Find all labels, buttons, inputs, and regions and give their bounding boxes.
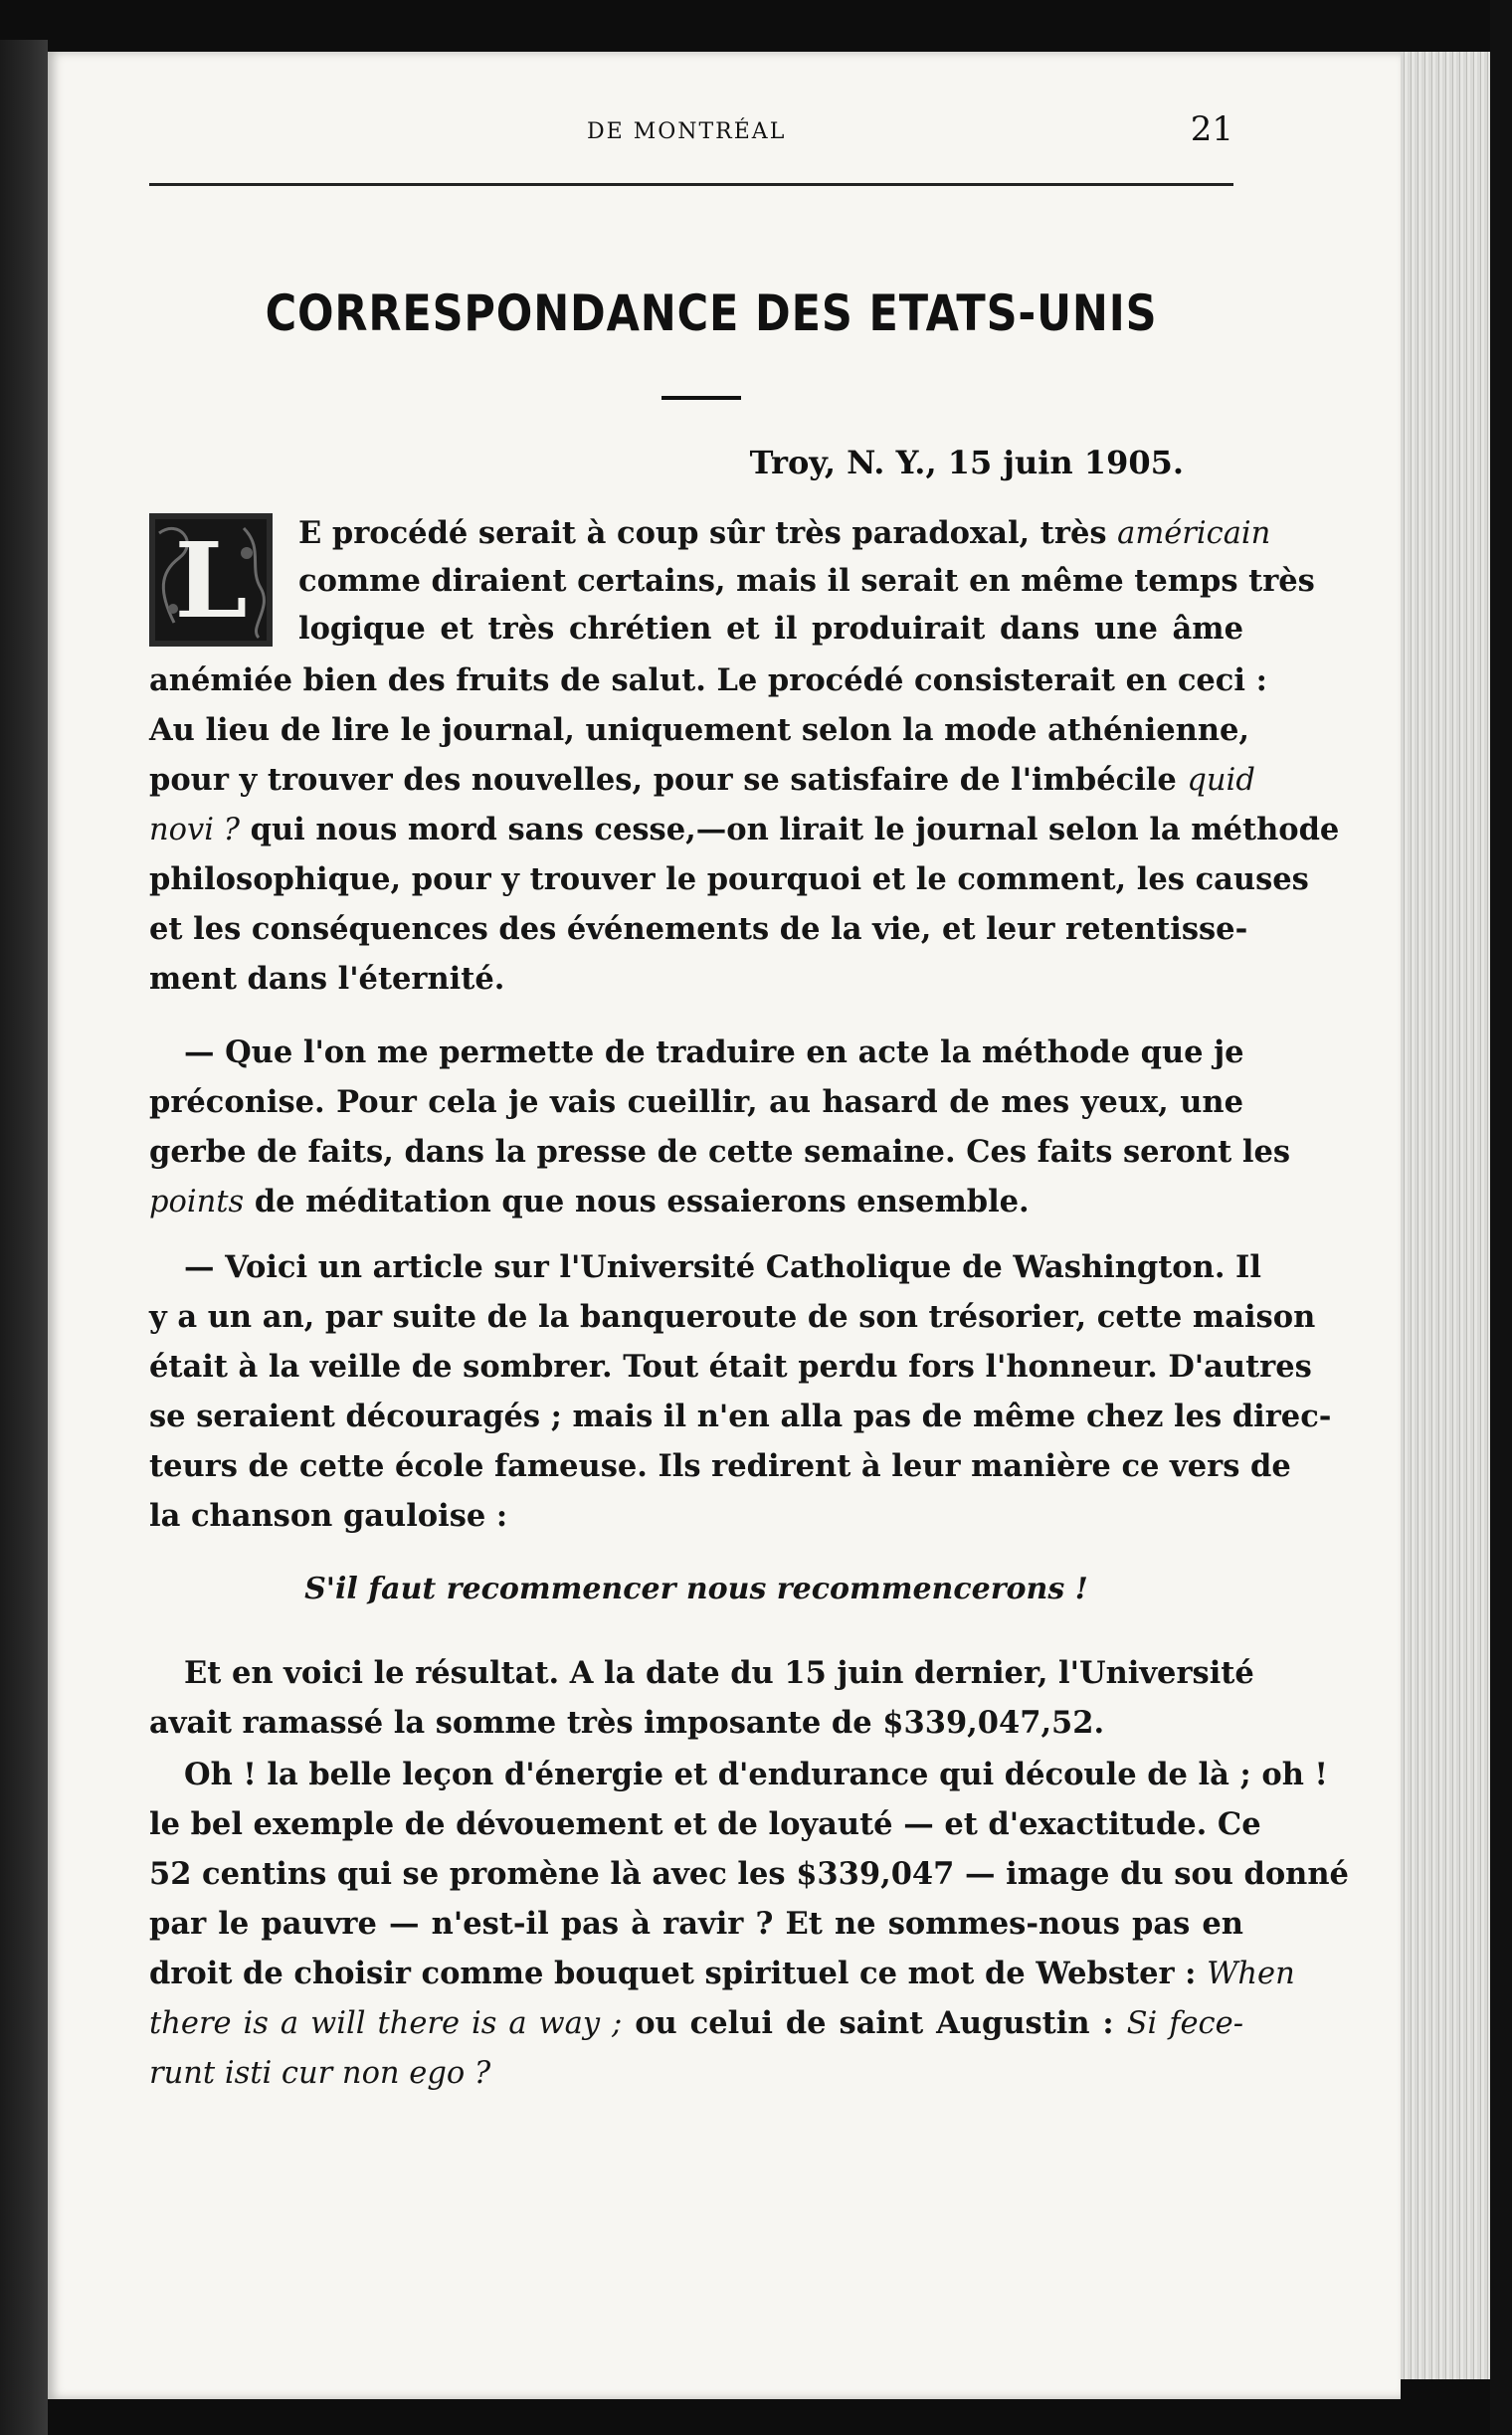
text-line: droit de choisir comme bouquet spirituel ce mot de Webster : When [149, 1956, 1295, 1991]
article-title: CORRESPONDANCE DES ETATS-UNIS [265, 284, 1158, 342]
page-number: 21 [1190, 109, 1233, 149]
page-header [149, 99, 1253, 159]
text-line: anémiée bien des fruits de salut. Le procédé consisterait en ceci : [149, 662, 1267, 698]
dateline: Troy, N. Y., 15 juin 1905. [749, 444, 1184, 481]
text-line: avait ramassé la somme très imposante de $339,047,52. [149, 1705, 1105, 1741]
text-line: comme diraient certains, mais il serait en même temps très [298, 563, 1315, 599]
dropcap-letter: L [174, 518, 248, 642]
dropcap-ornament [149, 513, 273, 647]
text-line: Oh ! la belle leçon d'énergie et d'endurance qui découle de là ; oh ! [184, 1757, 1328, 1792]
text-line: le bel exemple de dévouement et de loyauté — et d'exactitude. Ce [149, 1806, 1261, 1842]
header-rule [149, 183, 1233, 186]
text-line: la chanson gauloise : [149, 1498, 508, 1534]
text-line: pour y trouver des nouvelles, pour se satisfaire de l'imbécile quid [149, 762, 1255, 798]
page-stack-edge [1401, 52, 1490, 2379]
text-line: par le pauvre — n'est-il pas à ravir ? Et ne sommes-nous pas en [149, 1906, 1243, 1942]
text-line: — Voici un article sur l'Université Catholique de Washington. Il [184, 1249, 1261, 1285]
text-line: logique et très chrétien et il produirait dans une âme [298, 611, 1243, 647]
text-line: y a un an, par suite de la banqueroute de son trésorier, cette maison [149, 1299, 1316, 1335]
verse-quote: S'il faut recommencer nous recommencerons ! [304, 1572, 1088, 1606]
text-line: 52 centins qui se promène là avec les $339,047 — image du sou donné [149, 1856, 1349, 1892]
text-line: — Que l'on me permette de traduire en acte la méthode que je [184, 1034, 1244, 1070]
text-line: Et en voici le résultat. A la date du 15 juin dernier, l'Université [184, 1655, 1254, 1691]
text-line: Au lieu de lire le journal, uniquement selon la mode athénienne, [149, 712, 1250, 748]
text-line: préconise. Pour cela je vais cueillir, au hasard de mes yeux, une [149, 1084, 1243, 1120]
book-spine-edge [0, 40, 48, 2435]
running-title: DE MONTRÉAL [587, 119, 787, 144]
text-line: runt isti cur non ego ? [149, 2056, 491, 2091]
text-line: gerbe de faits, dans la presse de cette semaine. Ces faits seront les [149, 1134, 1291, 1170]
text-line: there is a will there is a way ; ou celui de saint Augustin : Si fece- [149, 2005, 1243, 2041]
text-line: et les conséquences des événements de la vie, et leur retentisse- [149, 911, 1248, 947]
text-line: ment dans l'éternité. [149, 961, 505, 997]
title-divider [662, 396, 741, 400]
text-line: E procédé serait à coup sûr très paradoxal, très américain [298, 515, 1271, 551]
page-sheet [48, 52, 1401, 2399]
text-line: était à la veille de sombrer. Tout était perdu fors l'honneur. D'autres [149, 1349, 1312, 1385]
text-line: teurs de cette école fameuse. Ils redirent à leur manière ce vers de [149, 1448, 1291, 1484]
text-line: philosophique, pour y trouver le pourquoi et le comment, les causes [149, 861, 1309, 897]
text-line: novi ? qui nous mord sans cesse,—on lirait le journal selon la méthode [149, 812, 1340, 847]
text-line: points de méditation que nous essaierons ensemble. [149, 1184, 1030, 1219]
scan-border [1490, 0, 1512, 2435]
text-line: se seraient découragés ; mais il n'en alla pas de même chez les direc- [149, 1399, 1332, 1434]
